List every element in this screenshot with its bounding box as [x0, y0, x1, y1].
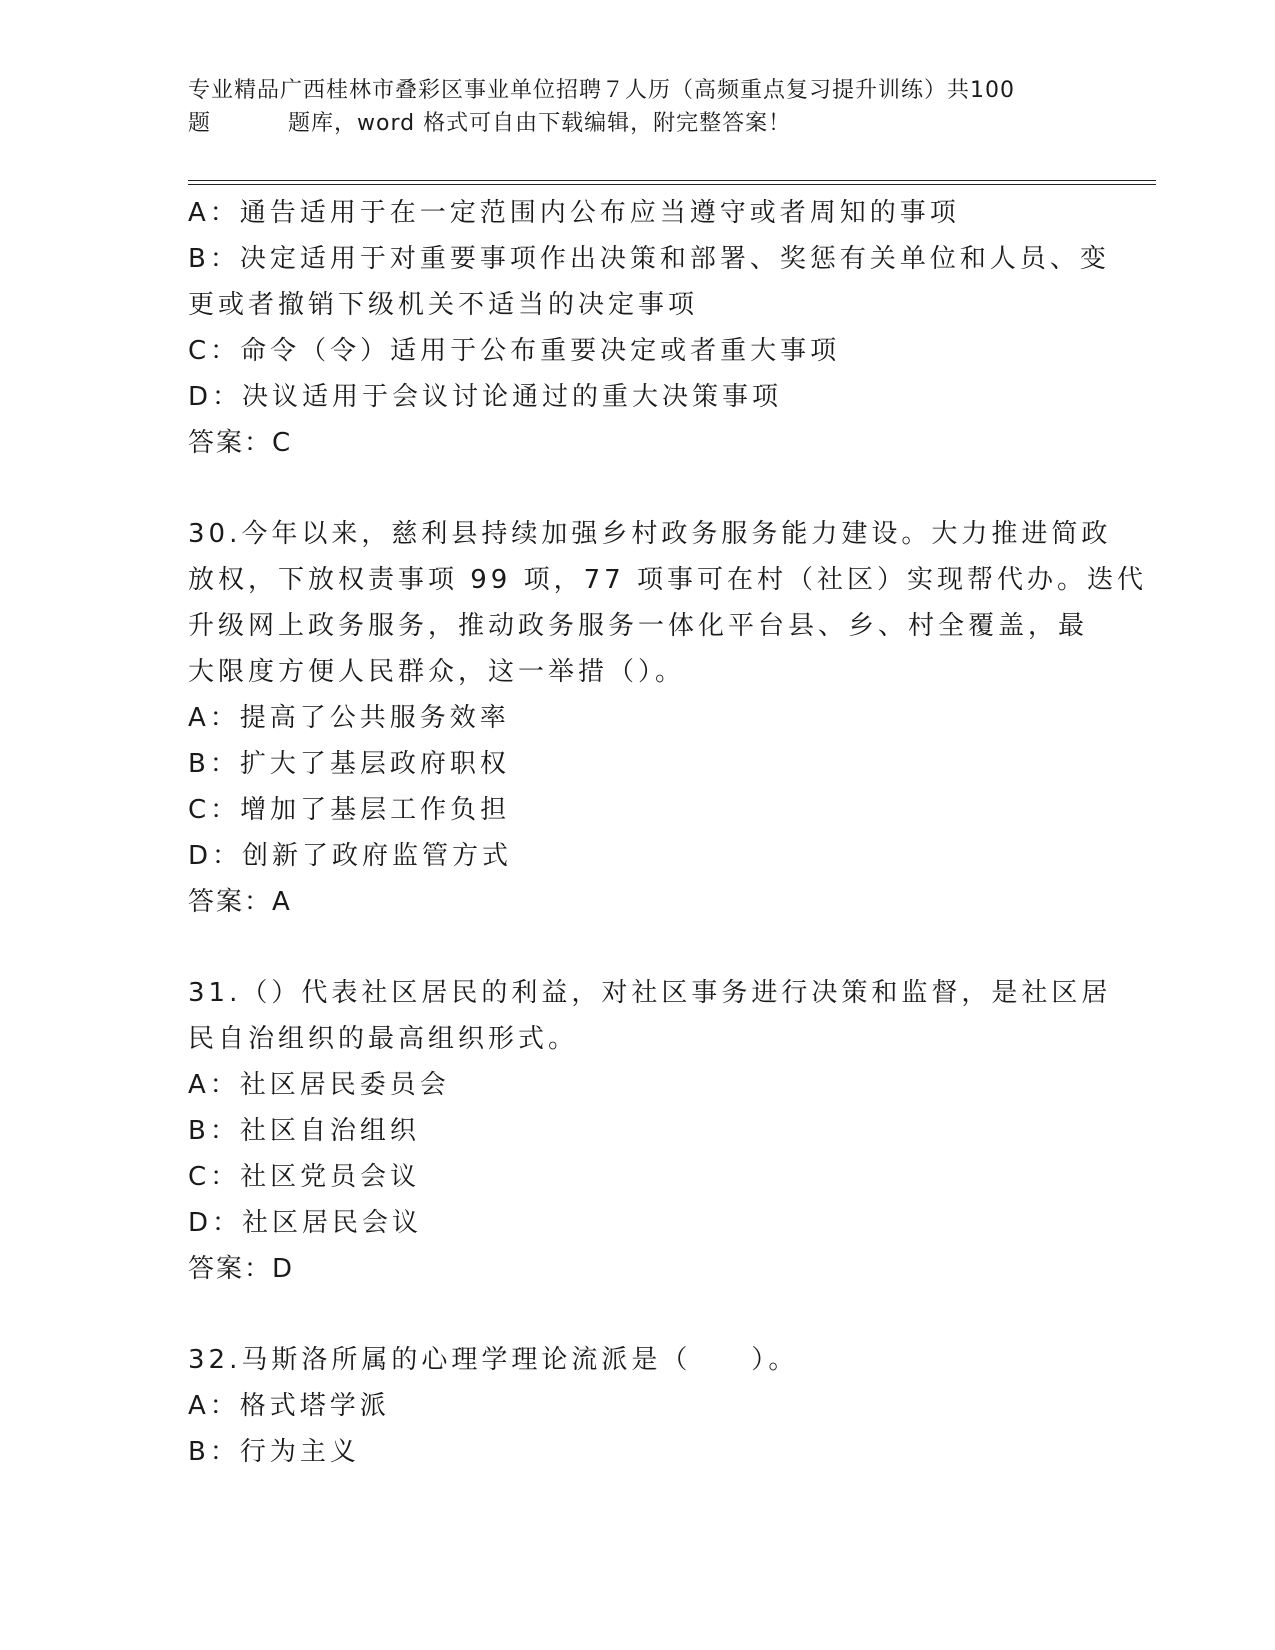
q32-stem-line-1: 32.马斯洛所属的心理学理论流派是（ ）。: [188, 1345, 799, 1375]
q30-option-b: B：扩大了基层政府职权: [188, 749, 510, 779]
q29-option-d: D：决议适用于会议讨论通过的重大决策事项: [188, 382, 783, 412]
q30-option-d: D：创新了政府监管方式: [188, 841, 513, 871]
q31-option-d: D：社区居民会议: [188, 1208, 423, 1238]
spacer: [188, 1292, 1088, 1337]
spacer: [188, 925, 1088, 970]
q29-option-c: C：命令（令）适用于公布重要决定或者重大事项: [188, 336, 841, 366]
q30-option-a: A：提高了公共服务效率: [188, 703, 510, 733]
q32-option-a: A：格式塔学派: [188, 1391, 390, 1421]
q31-option-b: B：社区自治组织: [188, 1116, 420, 1146]
q31-stem-line-1: 31.（）代表社区居民的利益，对社区事务进行决策和监督，是社区居: [188, 978, 1112, 1008]
q30-answer: 答案：A: [188, 887, 292, 917]
header-title-line-2: [188, 107, 1088, 140]
q30-stem-line-1: 30.今年以来，慈利县持续加强乡村政务服务能力建设。大力推进简政: [188, 519, 1112, 549]
q31-option-c: C：社区党员会议: [188, 1162, 421, 1192]
header-divider-bottom: [188, 184, 1156, 185]
q31-stem-line-2: 民自治组织的最高组织形式。: [188, 1024, 579, 1054]
q30-stem-line-3: 升级网上政务服务，推动政务服务一体化平台县、乡、村全覆盖，最: [188, 611, 1089, 641]
question-32-block: [188, 1337, 1088, 1475]
header-title-line-1: 专业精品广西桂林市叠彩区事业单位招聘７人历（高频重点复习提升训练）共100: [188, 78, 1015, 103]
q29-option-b: B：决定适用于对重要事项作出决策和部署、奖惩有关单位和人员、变: [188, 244, 1110, 274]
q29-option-a: A：通告适用于在一定范围内公布应当遵守或者周知的事项: [188, 198, 960, 228]
q29-answer: 答案：C: [188, 428, 293, 458]
document-header: [188, 74, 1088, 140]
header-line-2-lead: 题: [188, 111, 212, 136]
q30-option-c: C：增加了基层工作负担: [188, 795, 511, 825]
document-body: [188, 190, 1147, 1475]
q30-stem-line-2: 放权，下放权责事项 99 项，77 项事可在村（社区）实现帮代办。迭代: [188, 565, 1147, 595]
q29-option-b-continued: 更或者撤销下级机关不适当的决定事项: [188, 290, 699, 320]
q31-option-a: A：社区居民委员会: [188, 1070, 450, 1100]
q32-option-b: B：行为主义: [188, 1437, 360, 1467]
question-31-block: [188, 970, 1112, 1292]
question-30-block: [188, 511, 1147, 925]
q30-stem-line-4: 大限度方便人民群众，这一举措（）。: [188, 657, 686, 687]
q31-answer: 答案：D: [188, 1254, 295, 1284]
question-29-block: [188, 190, 1110, 466]
header-line-2-text: 题库，word 格式可自由下载编辑，附完整答案！: [288, 111, 792, 136]
header-divider-top: [188, 180, 1156, 181]
spacer: [188, 466, 1088, 511]
